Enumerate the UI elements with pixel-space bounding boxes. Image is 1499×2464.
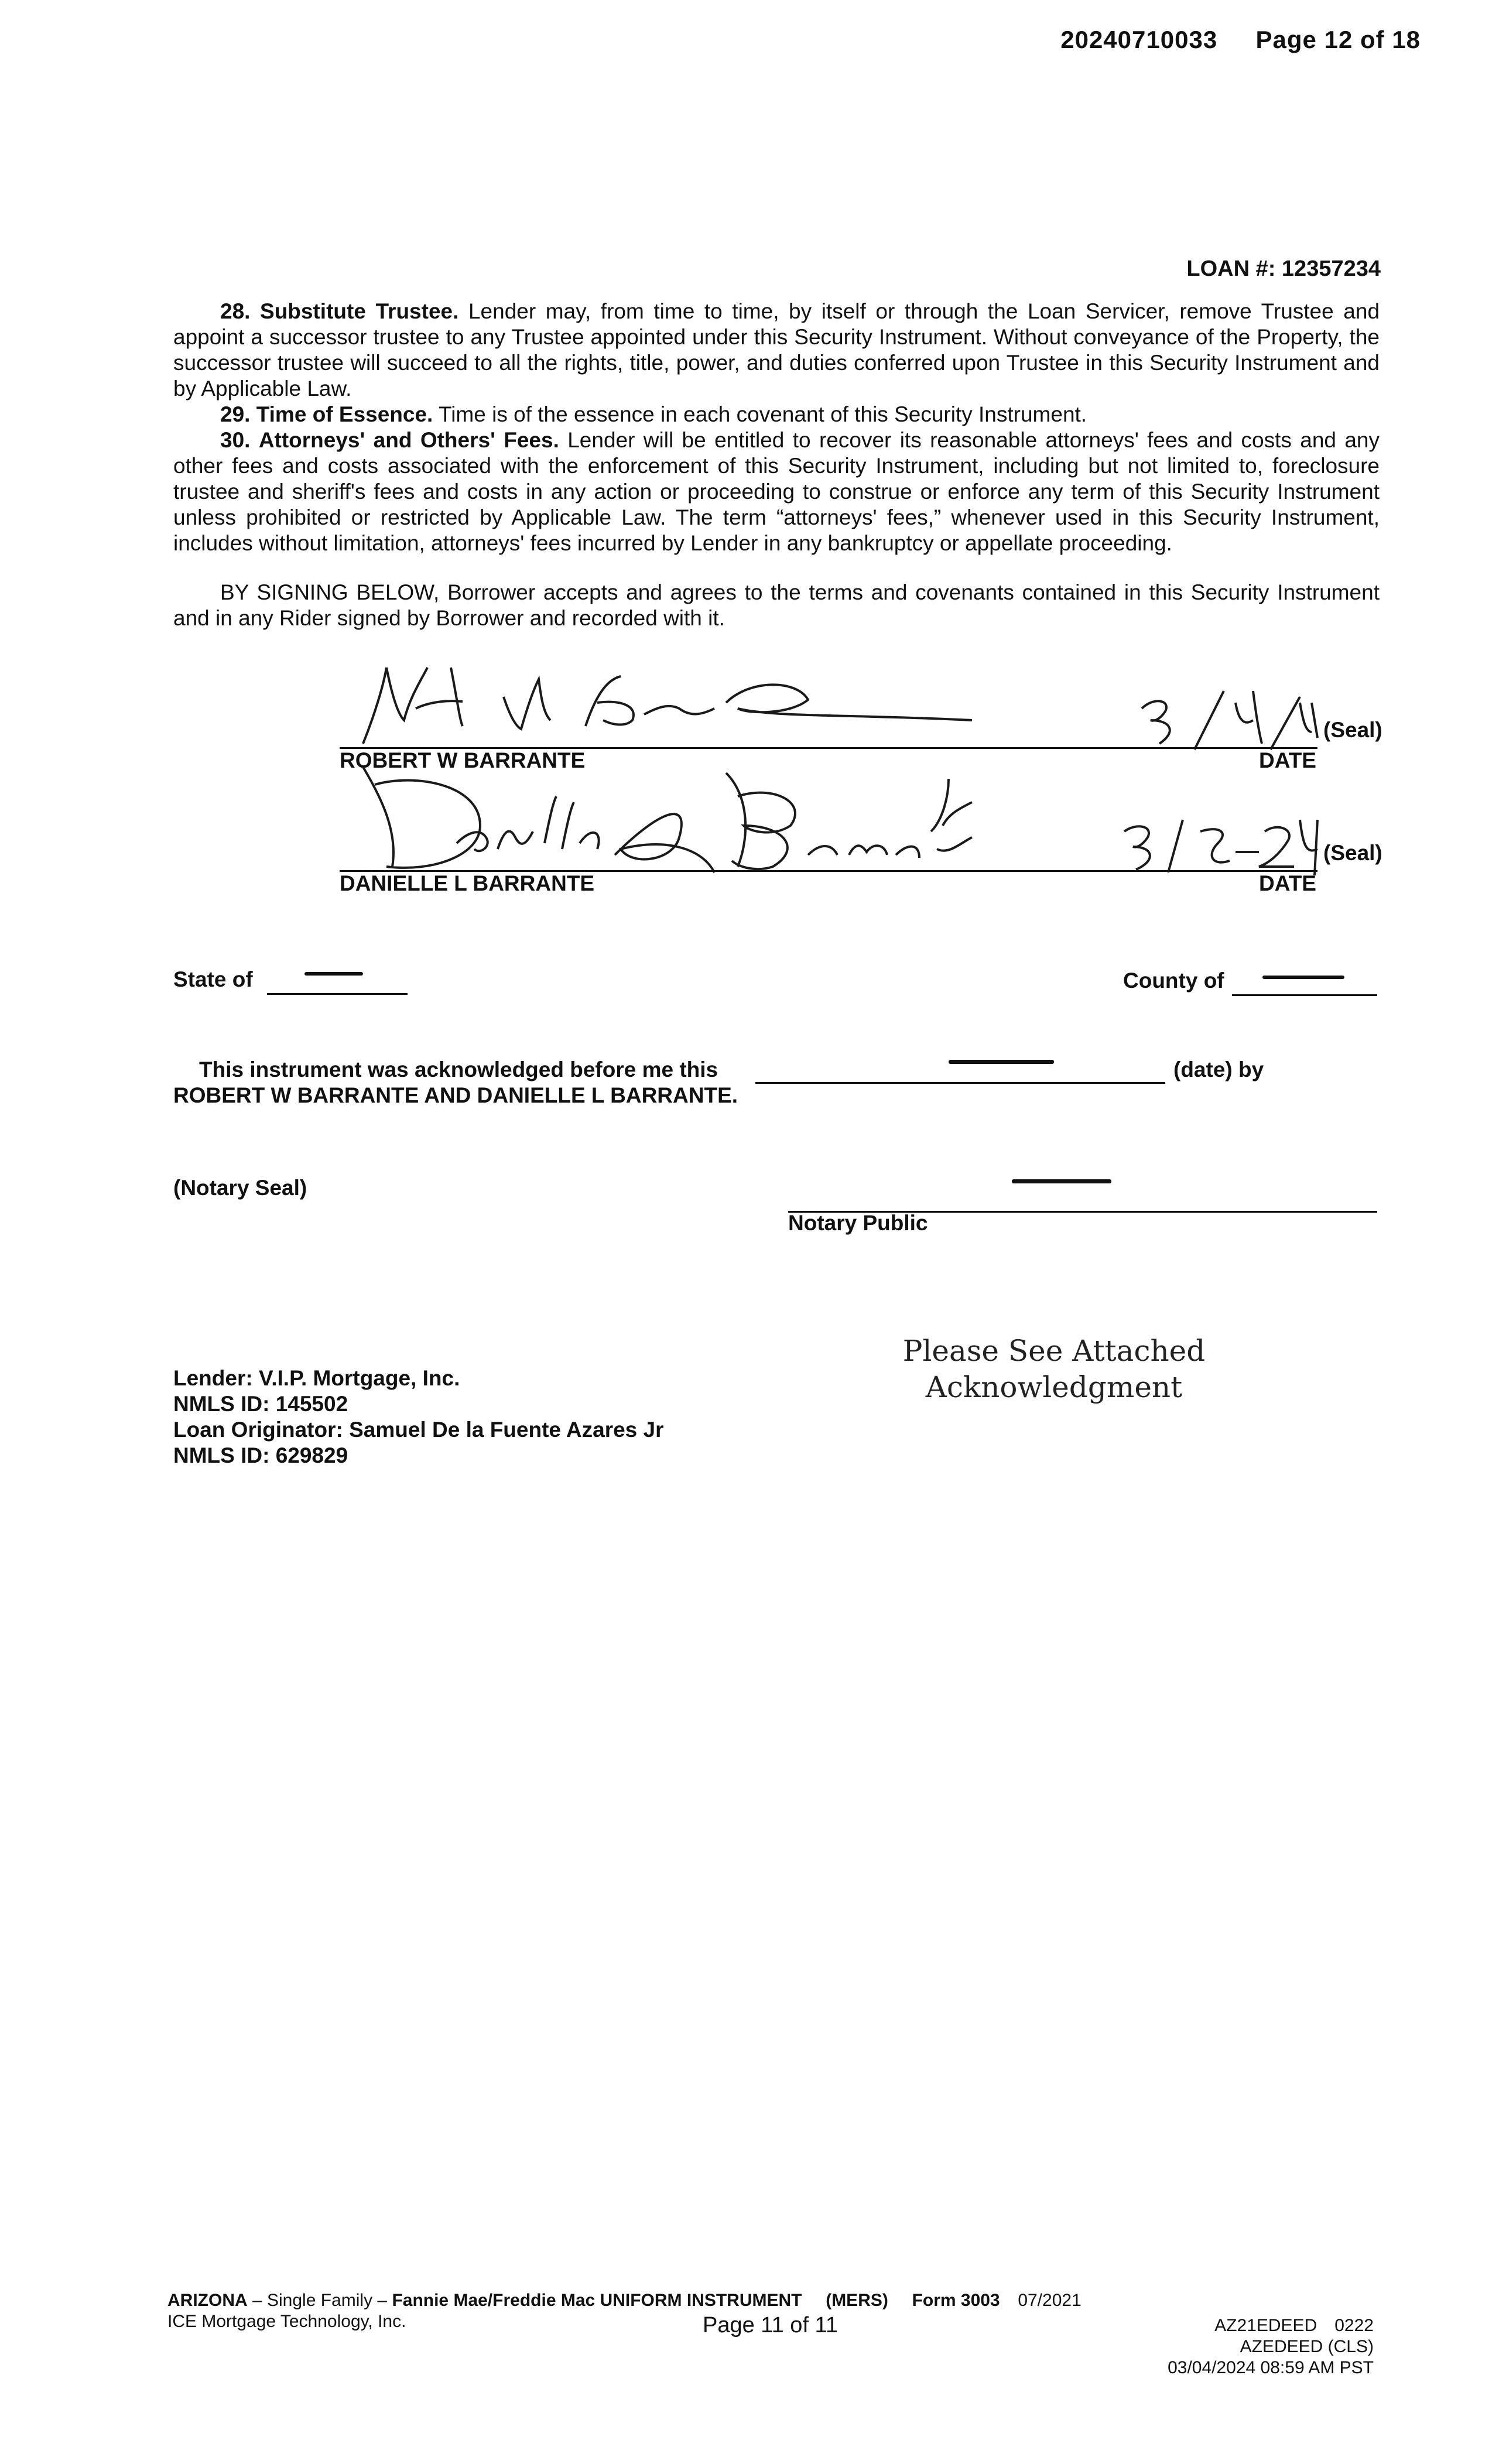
date-handwritten-2 <box>1113 808 1323 878</box>
lender-nmls: NMLS ID: 145502 <box>173 1392 348 1416</box>
footer-form: Form 3003 <box>912 2291 1000 2310</box>
lender-name: Lender: V.I.P. Mortgage, Inc. <box>173 1366 460 1390</box>
footer-form-desc: – Single Family – <box>247 2291 392 2310</box>
section-text: Lender will be entitled to recover its reasonable attorneys' fees and costs and any other fees and costs associated with the enforcement of this Security Instrument, including but not limited to, foreclosure trustee and sheriff's fees and costs in any action or proceeding to construe or enforce any term of this Security Instrument unless prohibited or restricted by Applicable Law. The term “attorneys' fees,” whenever used in this Security Instrument, includes without limitation, attorneys' fees incurred by Lender in any bankruptcy or appellate proceeding. <box>173 428 1380 555</box>
section-number: 29. <box>220 402 251 426</box>
state-label: State of <box>173 967 253 991</box>
county-line <box>1232 994 1377 996</box>
state-line <box>267 993 408 995</box>
section-title: Attorneys' and Others' Fees. <box>258 428 559 452</box>
date-label-2: DATE <box>1259 871 1316 895</box>
loan-number <box>1186 256 1381 282</box>
footer-code-2: 0222 <box>1334 2316 1374 2335</box>
section-text: Lender may, from time to time, by itself or through the Loan Servicer, remove Trustee and appoint a successor trustee to any Trustee appointed under this Security Instrument. Without conveyance of the Property, the successor trustee will succeed to all the rights, title, power, and duties conferred upon Trustee in this Security Instrument and by Applicable Law. <box>173 299 1380 401</box>
loan-originator: Loan Originator: Samuel De la Fuente Azares Jr <box>173 1418 664 1442</box>
footer-instrument: Fannie Mae/Freddie Mac UNIFORM INSTRUMENT <box>392 2291 802 2310</box>
county-label: County of <box>1123 969 1224 993</box>
section-29 <box>173 402 1380 427</box>
page-label: Page 12 of 18 <box>1255 26 1421 53</box>
notary-redaction-mark <box>1012 1179 1111 1183</box>
ack-date-line <box>755 1082 1165 1084</box>
seal-label-1: (Seal) <box>1323 718 1382 742</box>
originator-nmls: NMLS ID: 629829 <box>173 1443 348 1467</box>
ack-text: This instrument was acknowledged before me this <box>199 1058 718 1082</box>
section-28 <box>173 299 1380 402</box>
section-text: Time is of the essence in each covenant of this Security Instrument. <box>438 402 1087 426</box>
signature-robert <box>328 644 1031 750</box>
ack-names: ROBERT W BARRANTE AND DANIELLE L BARRANTE. <box>173 1083 738 1107</box>
footer-code-3: AZEDEED (CLS) <box>1240 2337 1374 2356</box>
signer-name-1: ROBERT W BARRANTE <box>340 748 586 772</box>
section-30 <box>173 427 1380 556</box>
stamp-line-1: Please See Attached <box>902 1334 1206 1368</box>
signing-statement: BY SIGNING BELOW, Borrower accepts and agrees to the terms and covenants contained in this Security Instrument and in any Rider signed by Borrower and recorded with it. <box>173 580 1380 630</box>
section-title: Substitute Trustee. <box>260 299 459 323</box>
recording-header <box>1060 26 1421 54</box>
ack-date-suffix: (date) by <box>1173 1058 1264 1082</box>
footer-form-date: 07/2021 <box>1018 2291 1082 2310</box>
notary-public-label: Notary Public <box>788 1211 928 1235</box>
section-title: Time of Essence. <box>256 402 433 426</box>
date-handwritten-1 <box>1136 685 1335 755</box>
recording-number: 20240710033 <box>1060 26 1218 53</box>
footer-codes <box>1168 2315 1374 2379</box>
footer-page: Page 11 of 11 <box>703 2313 839 2338</box>
lender-info <box>173 1366 664 1469</box>
seal-label-2: (Seal) <box>1323 841 1382 865</box>
county-redaction-mark <box>1262 976 1344 979</box>
notary-seal-label: (Notary Seal) <box>173 1176 307 1200</box>
acknowledgment-stamp <box>890 1333 1218 1405</box>
stamp-line-2: Acknowledgment <box>925 1370 1183 1404</box>
loan-label: LOAN #: <box>1186 256 1276 281</box>
footer-mers: (MERS) <box>826 2291 888 2310</box>
footer-form-line <box>167 2291 1082 2311</box>
footer-company: ICE Mortgage Technology, Inc. <box>167 2312 406 2331</box>
section-number: 28. <box>220 299 251 323</box>
state-redaction-mark <box>304 972 363 976</box>
date-label-1: DATE <box>1259 748 1316 772</box>
loan-value: 12357234 <box>1281 256 1381 281</box>
footer-state: ARIZONA <box>167 2291 248 2310</box>
section-number: 30. <box>220 428 251 452</box>
ack-redaction-mark <box>949 1060 1054 1064</box>
footer-timestamp: 03/04/2024 08:59 AM PST <box>1168 2358 1374 2377</box>
signer-name-2: DANIELLE L BARRANTE <box>340 871 595 895</box>
footer-code-1: AZ21EDEED <box>1214 2316 1317 2335</box>
